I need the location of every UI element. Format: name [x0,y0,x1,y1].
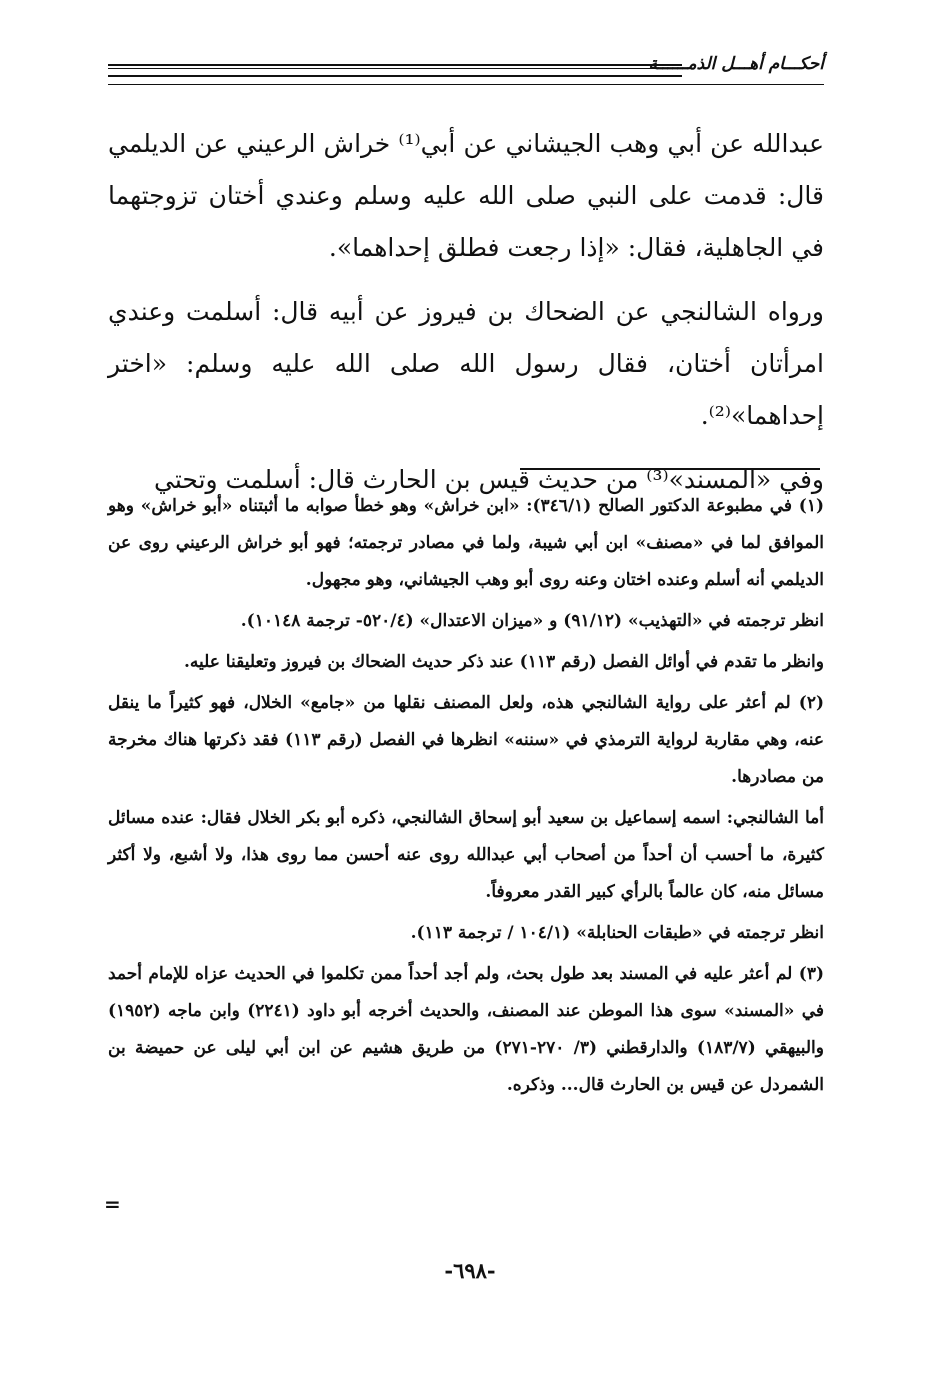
footnote-separator [520,468,820,470]
footnote-2: (٢) لم أعثر على رواية الشالنجي هذه، ولعل المصنف نقلها من «جامع» الخلال، فهو كثيراً ما ينقل عنه، وهي مقاربة لرواية الترمذي في «سننه» انظرها في الفصل (رقم ١١٣) فقد ذكرتها هناك مخرجة من مصادرها. [108,693,825,787]
header-underline [108,84,824,85]
footnote-2-ref: انظر ترجمته في «طبقات الحنابلة» (١٠٤/١ / ترجمة ١١٣). [410,923,824,943]
main-paragraph: وفي «المسند»⁽³⁾ من حديث قيس بن الحارث قال: أسلمت وتحتي [154,465,824,494]
footnote-3: (٣) لم أعثر عليه في المسند بعد طول بحث، ولم أجد أحداً ممن تكلموا في الحديث عزاه للإمام أحمد في «المسند» سوى هذا الموطن عند المصنف، والحديث أخرجه أبو داود (٢٢٤١) وابن ماجه (١٩٥٢) والبيهقي (١٨٣/٧) والدارقطني (٣/ ٢٧٠-٢٧١) من طريق هشيم عن ابن أبي ليلى عن حميضة بن الشمردل عن قيس بن الحارث قال... وذكره. [108,964,825,1095]
footnote-1: (١) في مطبوعة الدكتور الصالح (٣٤٦/١): «ابن خراش» وهو خطأ صوابه ما أثبتناه «أبو خراش» وهو الموافق لما في «مصنف» ابن أبي شيبة، ولما في مصادر ترجمته؛ فهو أبو خراش الرعيني روى عن الديلمي أنه أسلم وعنده اختان وعنه روى أبو وهب الجيشاني، وهو مجهول. [108,496,824,590]
footnote-2-shalanji: أما الشالنجي: اسمه إسماعيل بن سعيد أبو إسحاق الشالنجي، ذكره أبو بكر الخلال فقال: عنده مسائل كثيرة، ما أحسب أن أحداً من أصحاب أبي عبدالله روى عنه أحسن مما روى هذا، ولا أشبع، ولا أكثر مسائل منه، كان عالماً بالرأي كبير القدر معروفاً. [108,808,824,902]
continuation-mark: = [104,1192,121,1216]
footnote-1-ref: انظر ترجمته في «التهذيب» (٩١/١٢) و «ميزان الاعتدال» (٥٢٠/٤- ترجمة ١٠١٤٨). [240,611,824,631]
main-paragraph: عبدالله عن أبي وهب الجيشاني عن أبي⁽¹⁾ خراش الرعيني عن الديلمي قال: قدمت على النبي صلى الله عليه وسلم وعندي أختان تزوجتهما في الجاهلية، فقال: «إذا رجعت فطلق إحداهما». [108,129,824,262]
running-header [108,50,824,90]
footnotes [108,488,824,1108]
main-paragraph: ورواه الشالنجي عن الضحاك بن فيروز عن أبيه قال: أسلمت وعندي امرأتان أختان، فقال رسول الله صلى الله عليه وسلم: «اختر إحداهما»⁽²⁾. [108,297,824,430]
footnote-1-see-also: وانظر ما تقدم في أوائل الفصل (رقم ١١٣) عند ذكر حديث الضحاك بن فيروز وتعليقنا عليه. [183,652,824,672]
header-double-rule [108,64,682,77]
main-text [108,118,824,518]
page-number: -٦٩٨- [444,1258,496,1283]
header-title: أحكـــام أهـــل الذمــــــة [648,54,824,74]
